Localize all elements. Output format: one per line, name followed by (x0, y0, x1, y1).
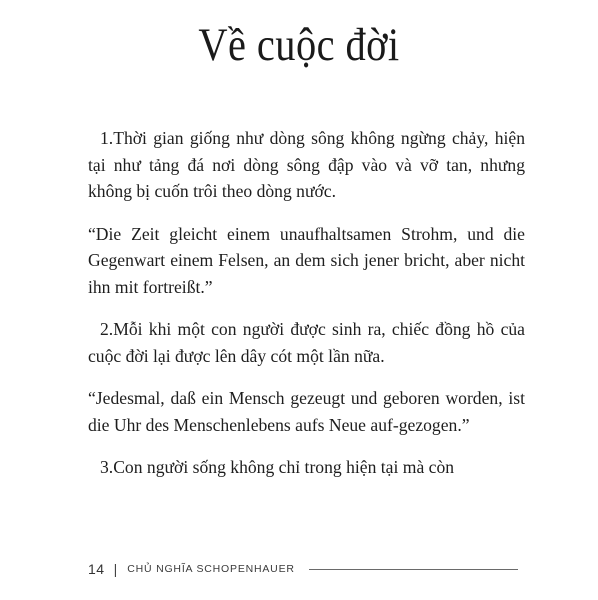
paragraph-3: 2.Mỗi khi một con người được sinh ra, chiếc đồng hồ của cuộc đời lại được lên dây cót một lần nữa. (88, 319, 525, 366)
page-number: 14 (88, 561, 105, 577)
running-head: CHỦ NGHĨA SCHOPENHAUER (127, 563, 295, 575)
page-footer (88, 560, 518, 578)
paragraph-2-quote: “Die Zeit gleicht einem unaufhaltsamen Strohm, und die Gegenwart einem Felsen, an dem sich jener bricht, aber nicht ihn mit fortreißt.” (88, 223, 525, 297)
chapter-title: Về cuộc đời (198, 19, 400, 71)
paragraph-5: 3.Con người sống không chỉ trong hiện tại mà còn (100, 457, 455, 477)
body-text (88, 125, 525, 497)
footer-rule (309, 569, 518, 570)
paragraph-4-quote: “Jedesmal, daß ein Mensch gezeugt und geboren worden, ist die Uhr des Menschenlebens aufs Neue auf-gezogen.” (88, 388, 525, 435)
paragraph-1: 1.Thời gian giống như dòng sông không ngừng chảy, hiện tại như tảng đá nơi dòng sông đập vào và vỡ tan, nhưng không bị cuốn trôi theo dòng nước. (88, 128, 525, 201)
footer-separator: | (113, 561, 118, 577)
